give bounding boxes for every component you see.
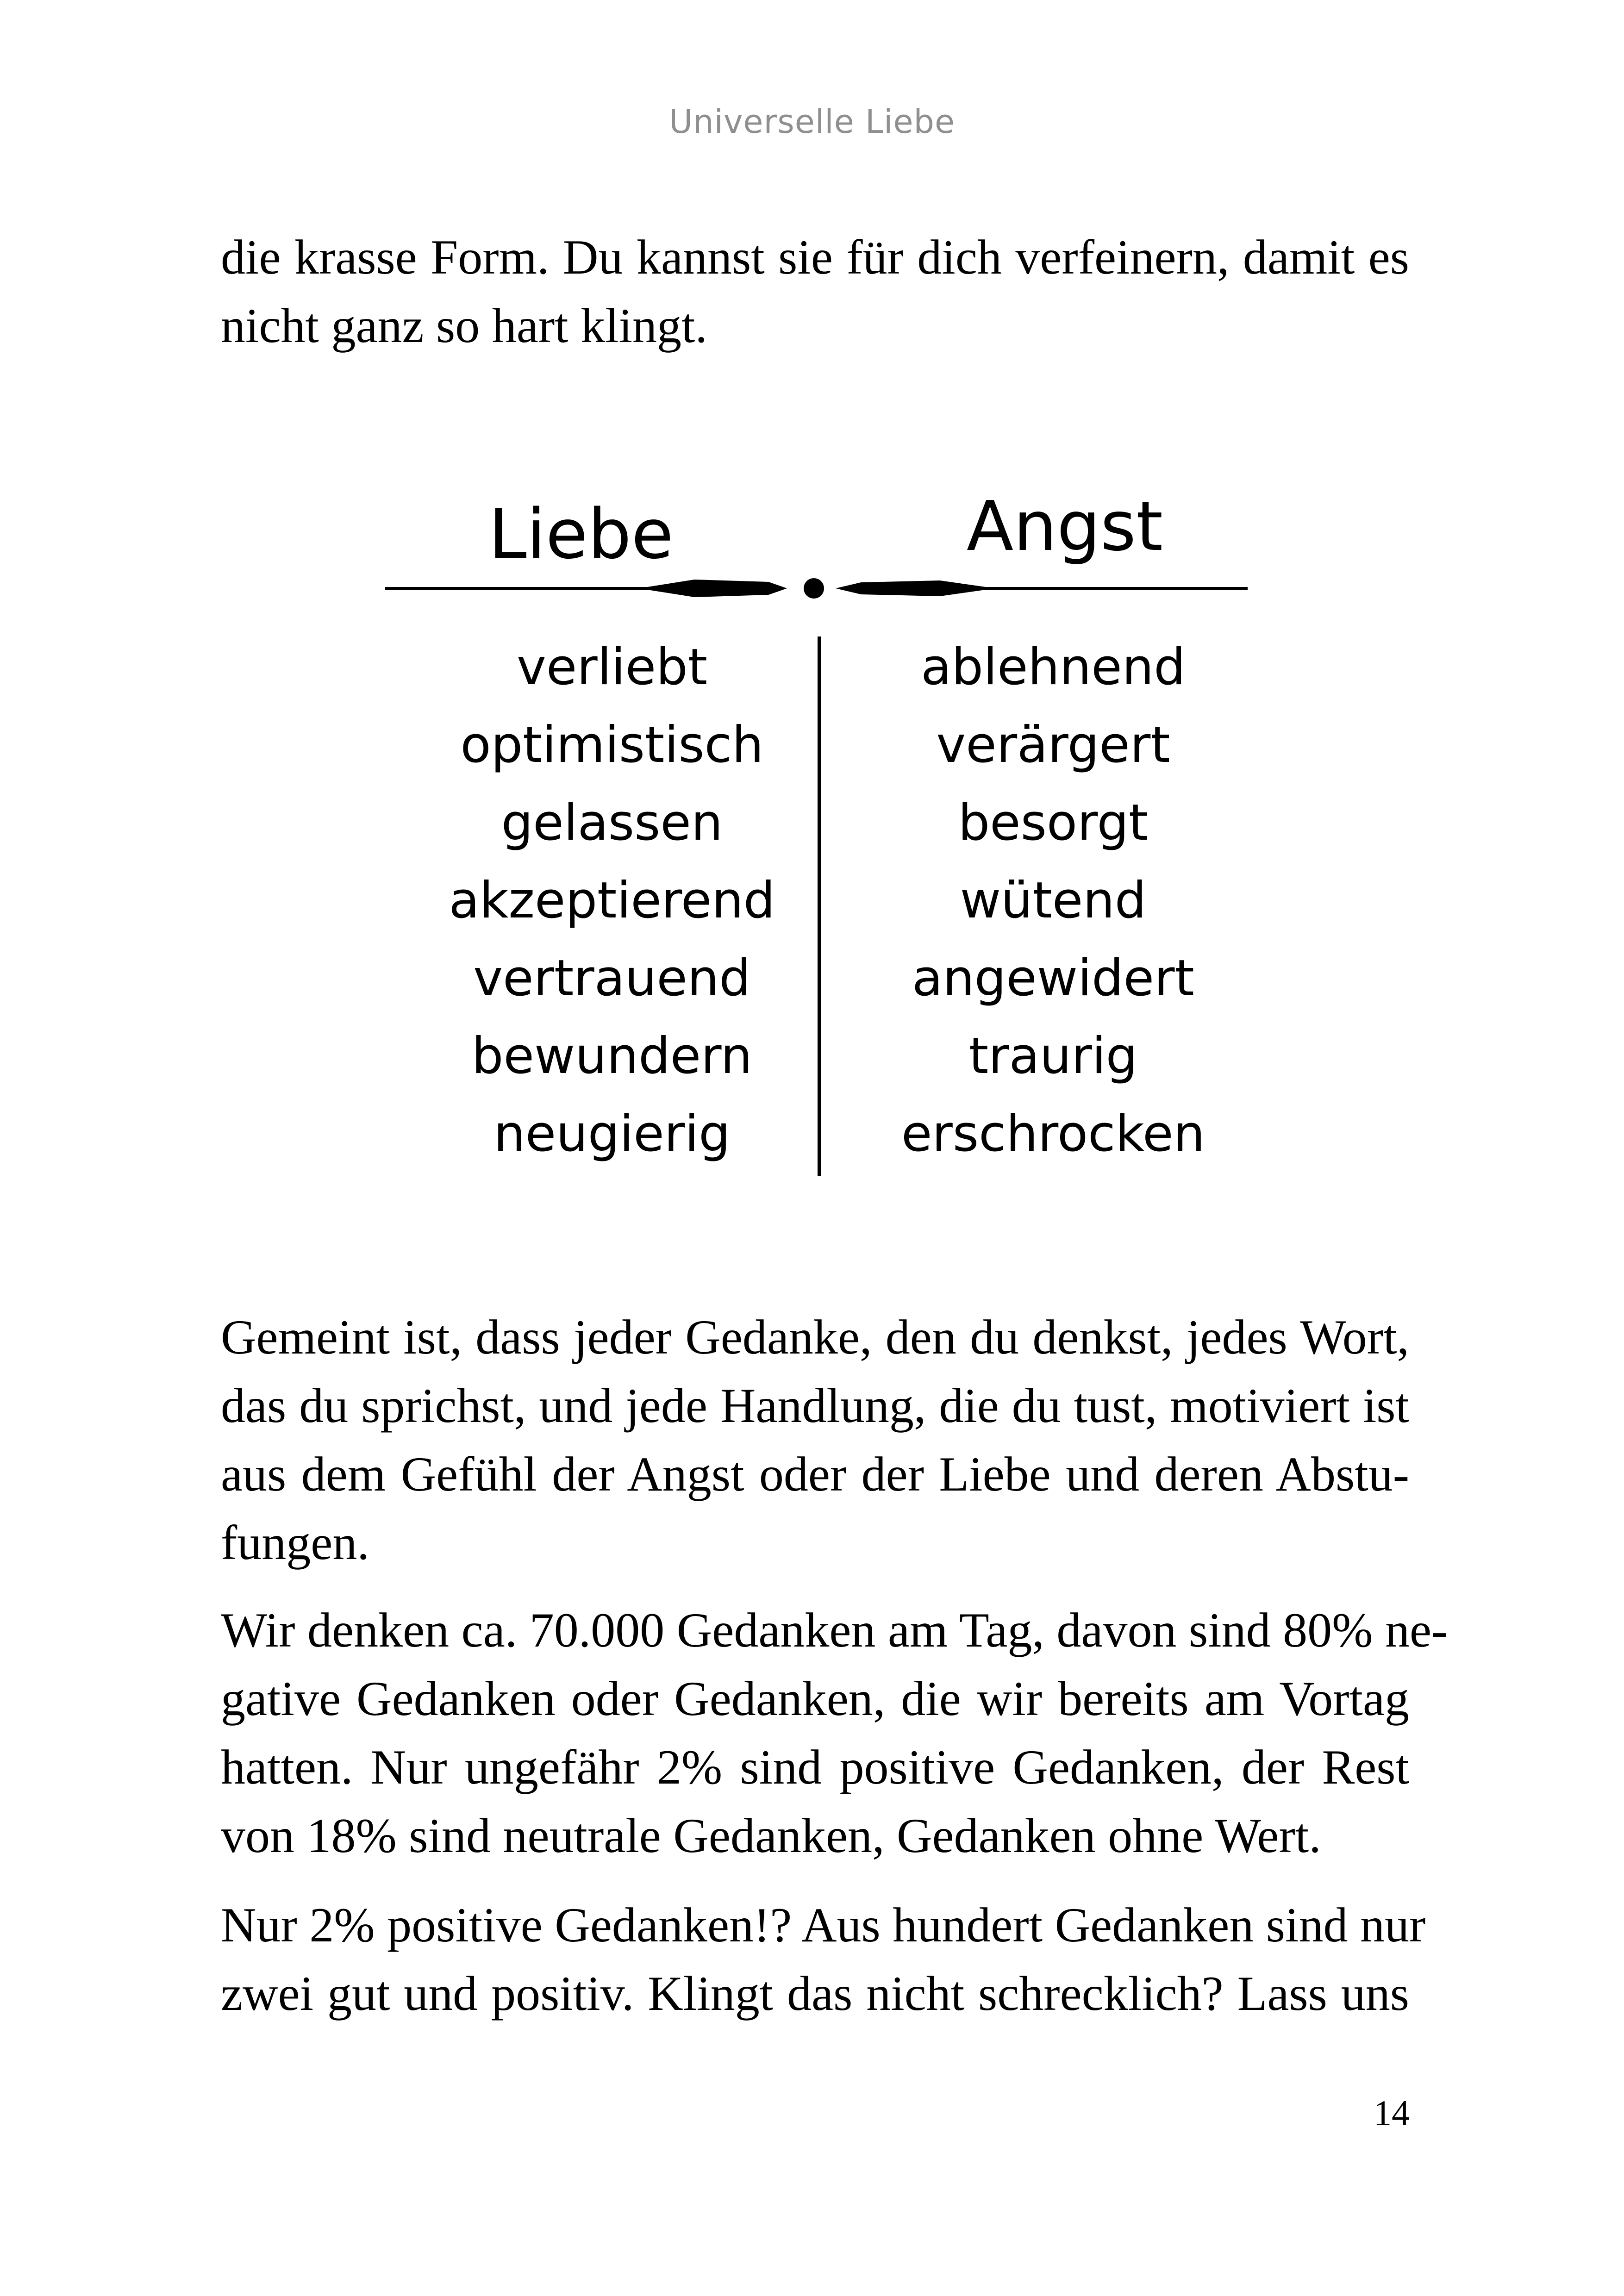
liebe-word: gelassen (501, 794, 723, 852)
angst-word: erschrocken (901, 1105, 1206, 1163)
running-header: Universelle Liebe (668, 103, 956, 141)
text-line: aus dem Gefühl der Angst oder der Liebe und deren Abstu- (221, 1447, 1409, 1501)
text-line: Gemeint ist, dass jeder Gedanke, den du denkst, jedes Wort, (221, 1310, 1409, 1364)
text-line: von 18% sind neutrale Gedanken, Gedanken ohne Wert. (221, 1809, 1321, 1863)
liebe-word: vertrauend (473, 949, 751, 1007)
text-line: zwei gut und positiv. Klingt das nicht schrecklich? Lass uns (221, 1966, 1409, 2021)
liebe-word: optimistisch (460, 716, 764, 774)
liebe-word: bewundern (471, 1027, 753, 1085)
text-line: Wir denken ca. 70.000 Gedanken am Tag, davon sind 80% ne- (221, 1603, 1448, 1657)
angst-word: wütend (960, 872, 1147, 930)
paragraph (221, 1303, 1409, 1577)
angst-word: traurig (968, 1027, 1138, 1085)
text-line: Nur 2% positive Gedanken!? Aus hundert Gedanken sind nur (221, 1898, 1426, 1952)
paragraph (221, 1891, 1426, 2028)
text-line: gative Gedanken oder Gedanken, die wir bereits am Vortag (221, 1672, 1409, 1726)
page-number: 14 (1374, 2093, 1410, 2133)
angst-word-list (901, 638, 1205, 1163)
text-line: nicht ganz so hart klingt. (221, 299, 707, 353)
liebe-word-list (449, 638, 775, 1163)
angst-word: besorgt (958, 794, 1149, 852)
paragraph (221, 1596, 1448, 1870)
figure-heading-liebe: Liebe (488, 494, 674, 574)
text-line: die krasse Form. Du kannst sie für dich verfeinern, damit es (221, 230, 1409, 284)
angst-word: verärgert (936, 716, 1170, 774)
liebe-word: verliebt (516, 638, 708, 696)
text-line: fungen. (221, 1516, 369, 1570)
liebe-word: neugierig (493, 1105, 731, 1163)
liebe-word: akzeptierend (449, 872, 775, 930)
angst-word: ablehnend (921, 638, 1186, 696)
text-line: das du sprichst, und jede Handlung, die du tust, motiviert ist (221, 1379, 1409, 1433)
angst-word: angewidert (912, 949, 1194, 1007)
text-line: hatten. Nur ungefähr 2% sind positive Gedanken, der Rest (221, 1740, 1409, 1794)
figure-heading-angst: Angst (966, 487, 1163, 566)
ornamental-divider (385, 578, 1248, 599)
